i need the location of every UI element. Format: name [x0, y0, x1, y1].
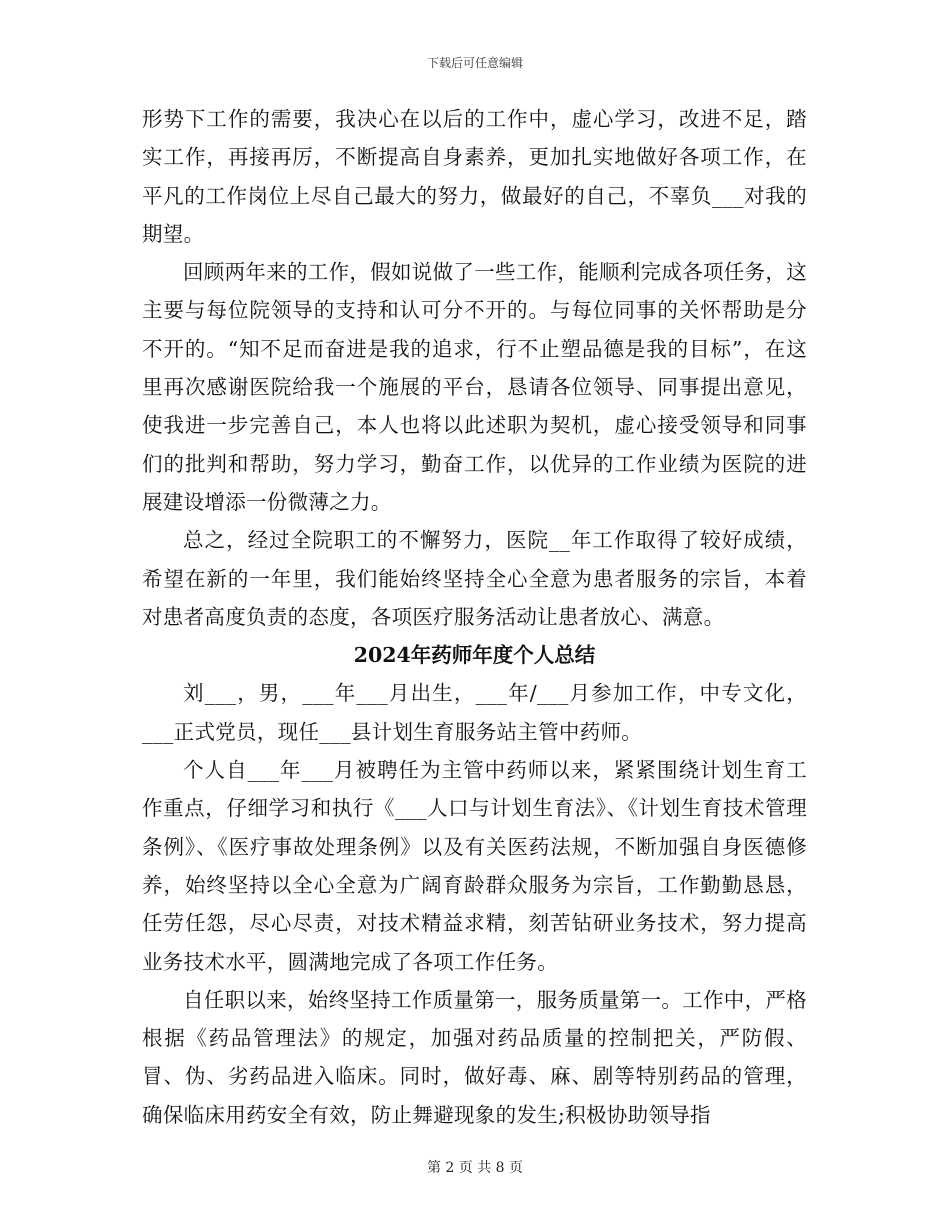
- paragraph-4: 刘___，男，___年___月出生，___年/___月参加工作，中专文化，___正式党员，现任___县计划生育服务站主管中药师。: [142, 681, 807, 744]
- page-number: 第 2 页 共 8 页: [426, 1160, 524, 1176]
- paragraph-3: 总之，经过全院职工的不懈努力，医院__年工作取得了较好成绩，希望在新的一年里，我们能始终坚持全心全意为患者服务的宗旨，本着对患者高度负责的态度，各项医疗服务活动让患者放心、满意。: [142, 528, 807, 629]
- paragraph-1: 形势下工作的需要，我决心在以后的工作中，虚心学习，改进不足，踏实工作，再接再厉，不断提高自身素养，更加扎实地做好各项工作，在平凡的工作岗位上尽自己最大的努力，做最好的自己，不辜负___对我的期望。: [142, 107, 807, 246]
- page-header-note: 下载后可任意编辑: [426, 56, 523, 70]
- paragraph-2: 回顾两年来的工作，假如说做了一些工作，能顺利完成各项任务，这主要与每位院领导的支持和认可分不开的。与每位同事的关怀帮助是分不开的。“知不足而奋进是我的追求，行不止塑品德是我的目标”，在这里再次感谢医院给我一个施展的平台，恳请各位领导、同事提出意见，使我进一步完善自己，本人也将以此述职为契机，虚心接受领导和同事们的批判和帮助，努力学习，勤奋工作，以优异的工作业绩为医院的进展建设增添一份微薄之力。: [142, 260, 807, 514]
- section-title: 2024年药师年度个人总结: [353, 643, 596, 668]
- document-body: [142, 100, 807, 1134]
- paragraph-5: 个人自___年___月被聘任为主管中药师以来，紧紧围绕计划生育工作重点，仔细学习和执行《___人口与计划生育法》、《计划生育技术管理条例》、《医疗事故处理条例》以及有关医药法规，不断加强自身医德修养，始终坚持以全心全意为广阔育龄群众服务为宗旨，工作勤勤恳恳，任劳任怨，尽心尽责，对技术精益求精，刻苦钻研业务技术，努力提高业务技术水平，圆满地完成了各项工作任务。: [142, 758, 807, 974]
- paragraph-6: 自任职以来，始终坚持工作质量第一，服务质量第一。工作中，严格根据《药品管理法》的规定，加强对药品质量的控制把关，严防假、冒、伪、劣药品进入临床。同时，做好毒、麻、剧等特别药品的管理，确保临床用药安全有效，防止舞避现象的发生;积极协助领导指: [142, 987, 807, 1127]
